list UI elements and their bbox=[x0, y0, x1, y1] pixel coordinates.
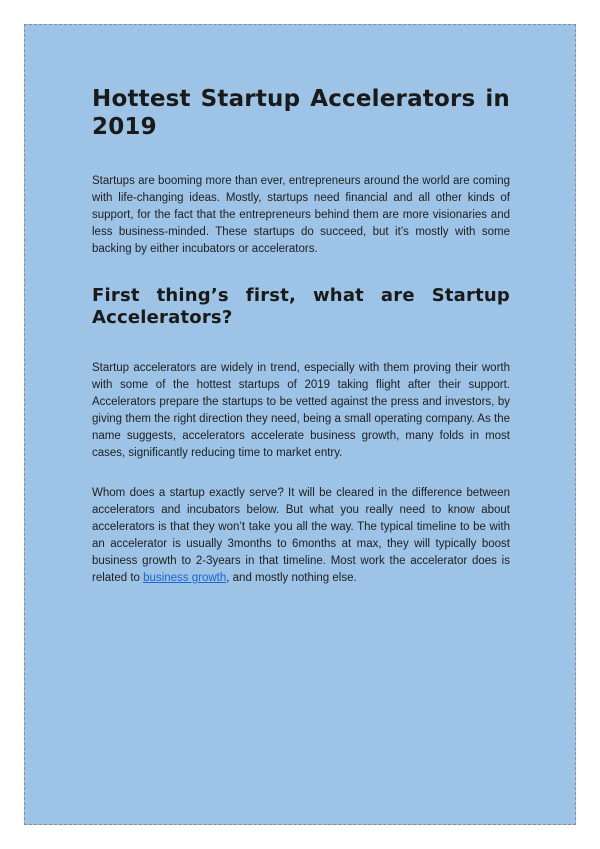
document-title: Hottest Startup Accelerators in 2019 bbox=[92, 86, 510, 140]
intro-paragraph: Startups are booming more than ever, entrepreneurs around the world are coming with life-changing ideas. Mostly, startups need financial and all other kinds of support, for the fact that the entrepreneurs behind them are more visionaries and less business-minded. These startups do succeed, but it’s mostly with some backing by either incubators or accelerators. bbox=[92, 175, 510, 255]
paragraph-2-text-after-link: , and mostly nothing else. bbox=[226, 572, 357, 584]
document-content bbox=[92, 85, 510, 587]
section-heading: First thing’s first, what are Startup Accelerators? bbox=[92, 285, 510, 328]
paragraph-2-text-before-link: Whom does a startup exactly serve? It will be cleared in the difference between accelerators and incubators below. But what you really need to know about accelerators is that they won’t take you all the way. The typical timeline to be with an accelerator is usually 3months to 6months at max, they will typically boost business growth to 2-3years in that timeline. Most work the accelerator does is related to bbox=[92, 487, 510, 584]
document-page bbox=[24, 24, 576, 825]
business-growth-link[interactable]: business growth bbox=[143, 572, 227, 584]
section-paragraph-2 bbox=[92, 485, 510, 587]
section-paragraph-1: Startup accelerators are widely in trend, especially with them proving their worth with some of the hottest startups of 2019 taking flight after their support. Accelerators prepare the startups to be vetted against the press and investors, by giving them the right direction they need, being a small operating company. As the name suggests, accelerators accelerate business growth, many folds in most cases, significantly reducing time to market entry. bbox=[92, 362, 510, 459]
